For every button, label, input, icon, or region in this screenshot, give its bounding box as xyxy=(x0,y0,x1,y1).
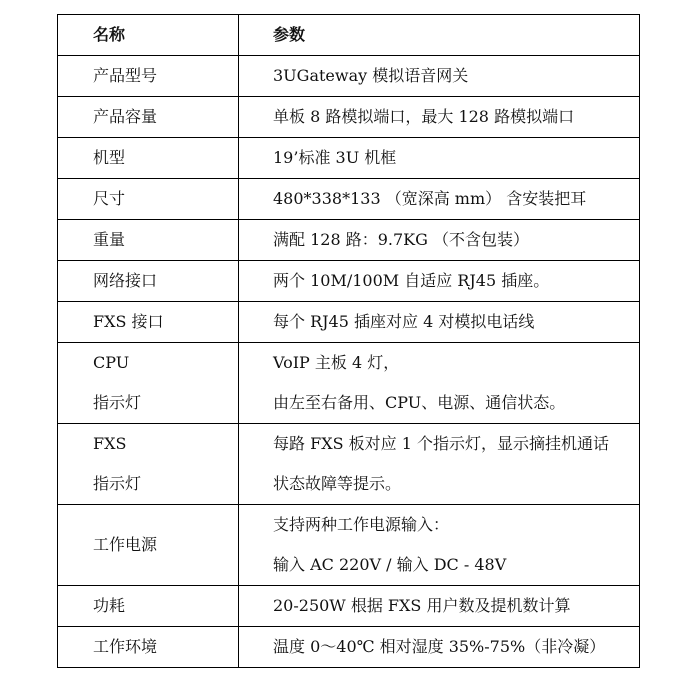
table-row xyxy=(58,97,640,138)
table-row xyxy=(58,343,640,424)
row-value-line: 支持两种工作电源输入： xyxy=(273,515,450,534)
spec-table xyxy=(57,14,640,668)
row-key-line: FXS xyxy=(93,434,127,453)
row-value: 3UGateway 模拟语音网关 xyxy=(239,56,640,97)
row-key: 工作电源 xyxy=(58,505,239,586)
row-value xyxy=(239,343,640,424)
row-value xyxy=(239,505,640,586)
table-row xyxy=(58,627,640,668)
table-row xyxy=(58,261,640,302)
row-key: 机型 xyxy=(58,138,239,179)
row-key: 工作环境 xyxy=(58,627,239,668)
row-value: 19’标准 3U 机框 xyxy=(239,138,640,179)
header-param: 参数 xyxy=(239,15,640,56)
table-row xyxy=(58,302,640,343)
row-value: 480*338*133 （宽深高 mm） 含安装把耳 xyxy=(239,179,640,220)
row-value: 单板 8 路模拟端口，最大 128 路模拟端口 xyxy=(239,97,640,138)
row-value-line: VoIP 主板 4 灯， xyxy=(273,353,400,372)
table-row xyxy=(58,179,640,220)
row-key: 功耗 xyxy=(58,586,239,627)
row-value xyxy=(239,424,640,505)
row-value-line: 输入 AC 220V / 输入 DC - 48V xyxy=(273,555,507,574)
table-row xyxy=(58,505,640,586)
table-row xyxy=(58,424,640,505)
row-key xyxy=(58,424,239,505)
row-value: 温度 0～40℃ 相对湿度 35%-75%（非冷凝） xyxy=(239,627,640,668)
row-value-line: 状态故障等提示。 xyxy=(273,474,402,493)
row-key: 产品型号 xyxy=(58,56,239,97)
row-value: 20-250W 根据 FXS 用户数及提机数计算 xyxy=(239,586,640,627)
row-key xyxy=(58,343,239,424)
row-key-line: 指示灯 xyxy=(93,393,142,412)
row-value-line: 由左至右备用、CPU、电源、通信状态。 xyxy=(273,393,566,412)
row-key: FXS 接口 xyxy=(58,302,239,343)
row-value-line: 每路 FXS 板对应 1 个指示灯，显示摘挂机通话 xyxy=(273,434,609,453)
table-header-row xyxy=(58,15,640,56)
row-value: 满配 128 路：9.7KG （不含包装） xyxy=(239,220,640,261)
table-row xyxy=(58,220,640,261)
row-key: 重量 xyxy=(58,220,239,261)
row-key: 网络接口 xyxy=(58,261,239,302)
header-name: 名称 xyxy=(58,15,239,56)
row-value: 每个 RJ45 插座对应 4 对模拟电话线 xyxy=(239,302,640,343)
row-key-line: CPU xyxy=(93,353,130,372)
table-row xyxy=(58,138,640,179)
table-row xyxy=(58,586,640,627)
table-row xyxy=(58,56,640,97)
row-key: 尺寸 xyxy=(58,179,239,220)
row-key-line: 指示灯 xyxy=(93,474,142,493)
row-key: 产品容量 xyxy=(58,97,239,138)
row-value: 两个 10M/100M 自适应 RJ45 插座。 xyxy=(239,261,640,302)
